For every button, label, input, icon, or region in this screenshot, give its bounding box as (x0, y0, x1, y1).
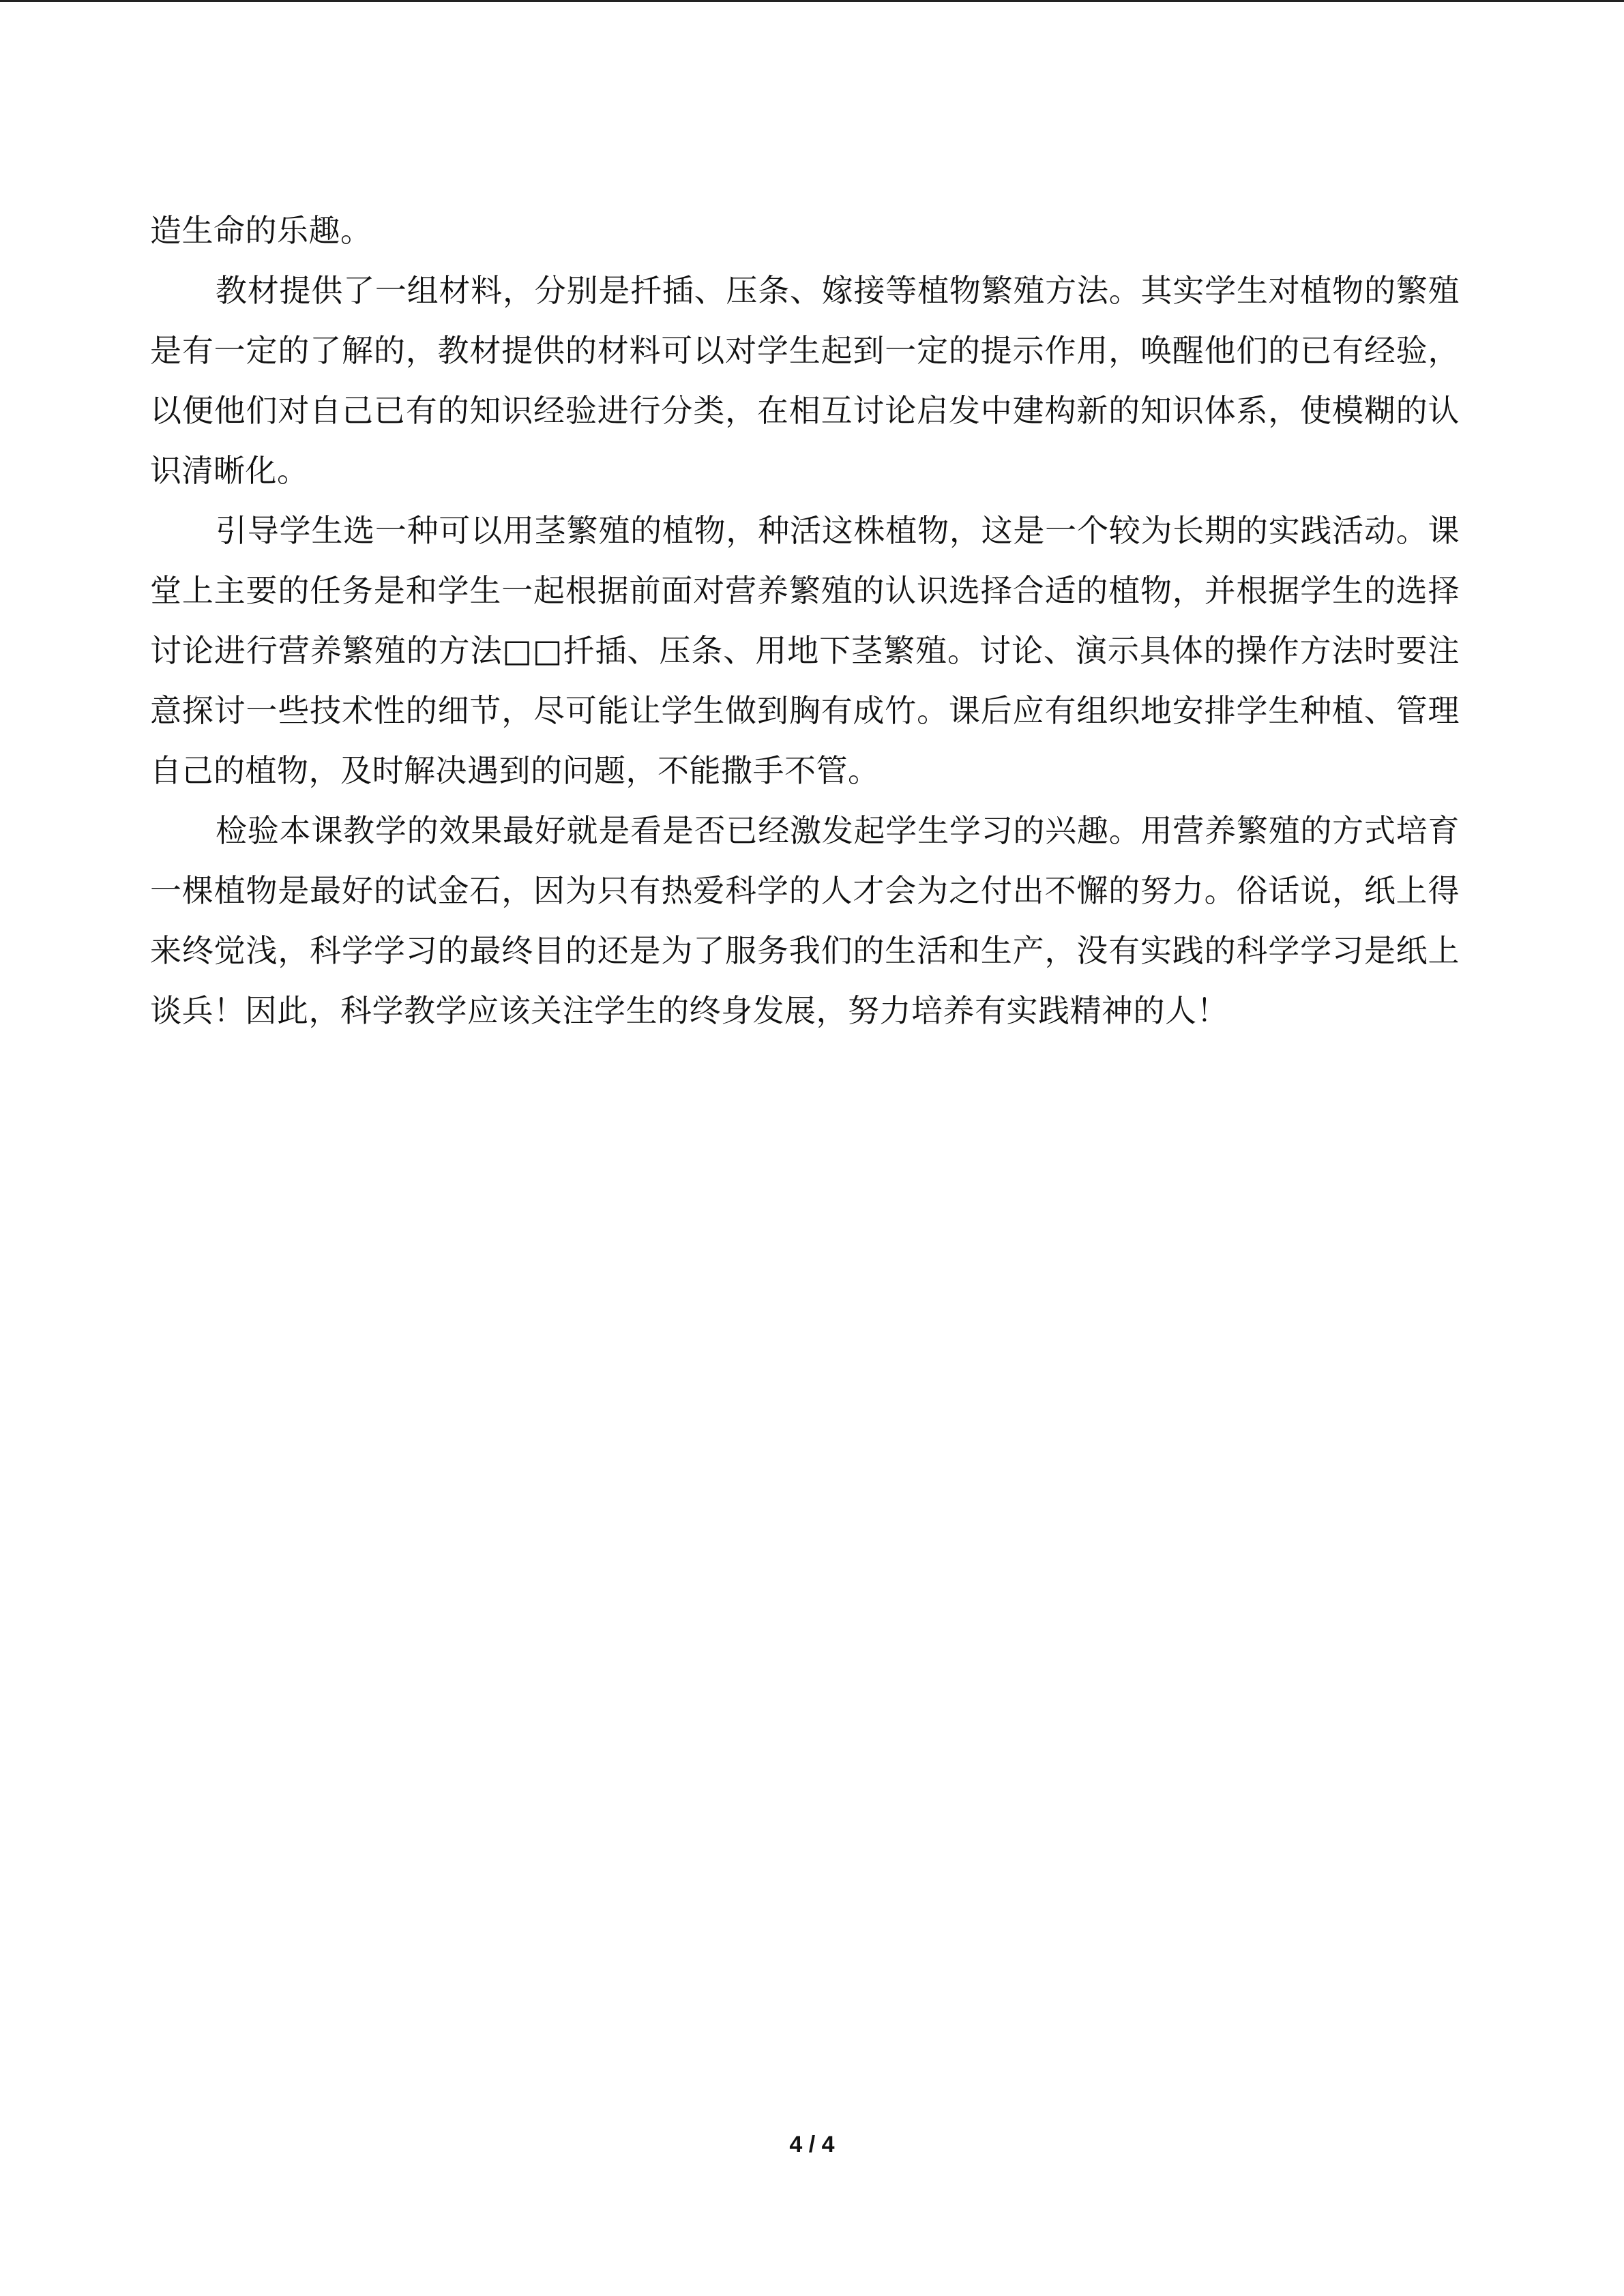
paragraph-3: 引导学生选一种可以用茎繁殖的植物，种活这株植物，这是一个较为长期的实践活动。课堂上主要的任务是和学生一起根据前面对营养繁殖的认识选择合适的植物，并根据学生的选择讨论进行营养繁殖的方法□□扦插、压条、用地下茎繁殖。讨论、演示具体的操作方法时要注意探讨一些技术性的细节，尽可能让学生做到胸有成竹。课后应有组织地安排学生种植、管理自己的植物，及时解决遇到的问题，不能撒手不管。 (150, 512, 1460, 789)
page-number: 4 / 4 (789, 2132, 835, 2158)
paragraph-4: 检验本课教学的效果最好就是看是否已经激发起学生学习的兴趣。用营养繁殖的方式培育一棵植物是最好的试金石，因为只有热爱科学的人才会为之付出不懈的努力。俗话说，纸上得来终觉浅，科学学习的最终目的还是为了服务我们的生活和生产，没有实践的科学学习是纸上谈兵！因此，科学教学应该关注学生的终身发展，努力培养有实践精神的人！ (150, 812, 1460, 1029)
paragraph-1: 造生命的乐趣。 (150, 212, 372, 249)
paragraph-2: 教材提供了一组材料，分别是扦插、压条、嫁接等植物繁殖方法。其实学生对植物的繁殖是有一定的了解的，教材提供的材料可以对学生起到一定的提示作用，唤醒他们的已有经验，以便他们对自己已有的知识经验进行分类，在相互讨论启发中建构新的知识体系，使模糊的认识清晰化。 (150, 272, 1460, 489)
document-body (150, 200, 1460, 1041)
page-top-border (0, 0, 1624, 2)
